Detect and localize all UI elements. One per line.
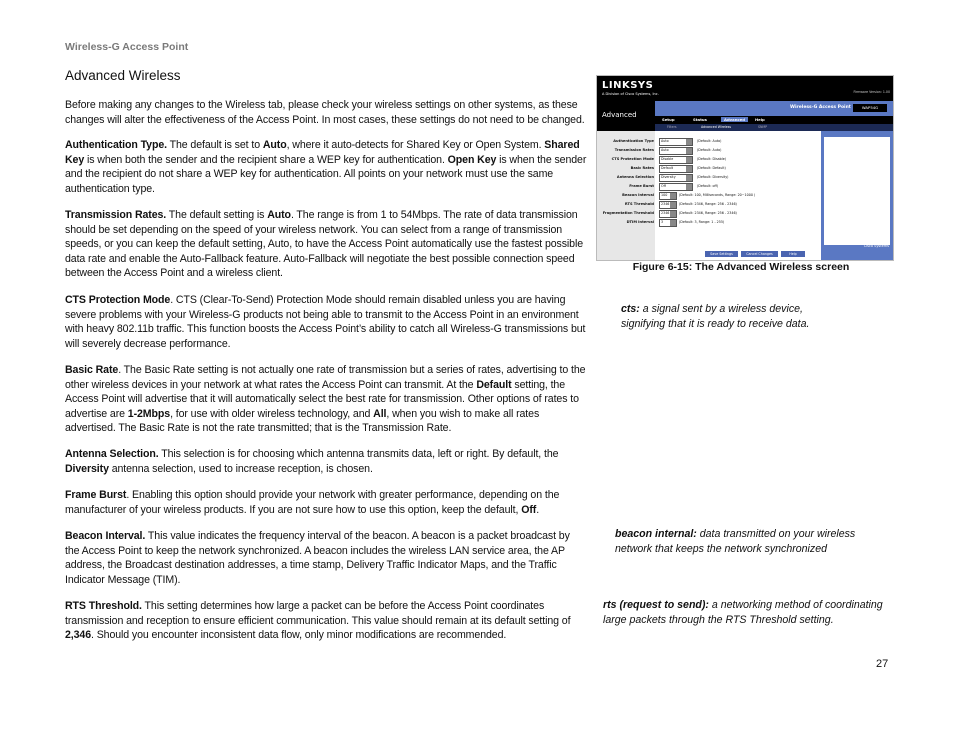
row-value: 2346 bbox=[661, 201, 670, 206]
tab-setup[interactable]: Setup bbox=[662, 117, 675, 122]
row-frame-burst bbox=[597, 183, 821, 192]
row-fragmentation-threshold bbox=[597, 210, 821, 219]
section-title: Advanced Wireless bbox=[65, 68, 181, 83]
row-hint: (Default: 2346, Range: 256 - 2346) bbox=[679, 202, 737, 206]
row-dtim-interval bbox=[597, 219, 821, 228]
row-transmission-rates bbox=[597, 147, 821, 156]
row-label: Fragmentation Threshold bbox=[602, 211, 654, 215]
main-tabs bbox=[655, 116, 893, 124]
product-name: Wireless-G Access Point bbox=[790, 105, 851, 110]
transmission-rates-paragraph: Transmission Rates. The default setting is Auto. The range is from 1 to 54Mbps. The rate of data transmission should be set depending on the speed of your wireless network. You can select from a range of transmission speeds, or you can keep the default setting, Auto, to have the Access Point automatically use the fastest possible data rate and enable the Auto-Fallback feature. Auto-Fallback will negotiate the best possible connection speed between the Access Point and a wireless client. bbox=[65, 209, 584, 280]
tab-status[interactable]: Status bbox=[693, 117, 707, 122]
row-value: Diversity bbox=[661, 174, 676, 179]
note-beacon: beacon internal: data transmitted on your wireless network that keeps the network synchronized bbox=[615, 528, 856, 555]
row-hint: (Default: off) bbox=[697, 184, 719, 188]
tab-advanced[interactable]: Advanced bbox=[721, 117, 748, 122]
row-value: 100 bbox=[661, 192, 668, 197]
page-number: 27 bbox=[876, 658, 889, 670]
subtab-snmp[interactable]: SNMP bbox=[758, 125, 768, 129]
cancel-changes-button[interactable]: Cancel Changes bbox=[741, 251, 778, 257]
row-label: Frame Burst bbox=[629, 184, 654, 188]
row-label: Authentication Type bbox=[613, 139, 654, 143]
row-hint: (Default: Auto) bbox=[697, 139, 722, 143]
row-rts-threshold bbox=[597, 201, 821, 210]
row-value: 3 bbox=[661, 219, 664, 224]
row-hint: (Default: 3, Range: 1 - 255) bbox=[679, 220, 725, 224]
note-rts: rts (request to send): a networking method of coordinating large packets through the RTS Threshold setting. bbox=[603, 599, 883, 626]
row-value: Disable bbox=[661, 156, 674, 161]
row-label: RTS Threshold bbox=[624, 202, 654, 206]
linksys-logo: LINKSYS bbox=[602, 80, 654, 91]
frame-burst-paragraph: Frame Burst. Enabling this option should provide your network with greater performance, depending on the manufacturer of your wireless products. If you are not sure how to use this option, keep the default, Off. bbox=[65, 489, 560, 516]
row-value: 2346 bbox=[661, 210, 670, 215]
product-bar bbox=[655, 101, 893, 116]
row-label: Beacon Interval bbox=[622, 193, 654, 197]
row-label: Transmission Rates bbox=[614, 148, 654, 152]
firmware-version: Firmware Version: 1.00 bbox=[853, 90, 890, 94]
figure-caption: Figure 6-15: The Advanced Wireless screen bbox=[632, 261, 850, 273]
row-value: Default bbox=[661, 165, 674, 170]
row-label: CTS Protection Mode bbox=[611, 157, 654, 161]
auth-type-paragraph: Authentication Type. The default is set to Auto, where it auto-detects for Shared Key or Open System. Shared Key is when both the sender and the recipient share a WEP key for authentication. Open Key is when the sender and the recipient do not share a WEP key for authentication. All points on your network must use the same authentication type. bbox=[65, 139, 587, 195]
cts-protection-paragraph: CTS Protection Mode. CTS (Clear-To-Send) Protection Mode should remain disabled unless you are having severe problems with your Wireless-G products not being able to transmit to the Access Point in an environment with heavy 802.11b traffic. This function boosts the Access Point’s ability to catch all Wireless-G transmissions but will severely decrease performance. bbox=[65, 294, 586, 350]
intro-paragraph: Before making any changes to the Wireless tab, please check your wireless settings on other systems, as these changes will alter the effectiveness of the Access Point. In most cases, these settings do not need to be changed. bbox=[65, 99, 585, 126]
antenna-selection-paragraph: Antenna Selection. This selection is for choosing which antenna transmits data, left or right. By default, the Diversity antenna selection, used to increase reception, is chosen. bbox=[65, 448, 559, 475]
row-value: Auto bbox=[661, 138, 669, 143]
row-label: Antenna Selection bbox=[616, 175, 654, 179]
row-hint: (Default: 100, Milliseconds, Range: 20~1000 ) bbox=[679, 193, 756, 197]
help-panel bbox=[824, 137, 890, 245]
note-cts: cts: a signal sent by a wireless device, signifying that it is ready to receive data. bbox=[621, 303, 810, 330]
row-beacon-interval bbox=[597, 192, 821, 201]
row-label: DTIM Interval bbox=[626, 220, 654, 224]
subtab-advanced-wireless[interactable]: Advanced Wireless bbox=[701, 125, 732, 129]
section-label-panel bbox=[597, 101, 655, 131]
row-hint: (Default: 2346, Range: 256 - 2346) bbox=[679, 211, 737, 215]
row-label: Basic Rates bbox=[630, 166, 654, 170]
row-cts-protection bbox=[597, 156, 821, 165]
tab-help[interactable]: Help bbox=[755, 117, 765, 122]
row-hint: (Default: Disable) bbox=[697, 157, 727, 161]
basic-rate-paragraph: Basic Rate. The Basic Rate setting is not actually one rate of transmission but a series of rates, advertising to the other wireless devices in your network at what rates the Access Point can transmit. At the Default setting, the Access Point will advertise that it will automatically select the best rate for transmission. Other options of rates to advertise are 1-2Mbps, for use with older wireless technology, and All, when you wish to make all rates advertised. The Basic Rate is not the rate transmitted; that is the Transmission Rate. bbox=[65, 364, 586, 435]
row-hint: (Default: Diversity) bbox=[697, 175, 729, 179]
row-value: Off bbox=[661, 183, 666, 188]
sub-tabs bbox=[655, 124, 893, 131]
advanced-wireless-screenshot bbox=[596, 75, 894, 261]
subtab-filters[interactable]: Filters bbox=[667, 125, 677, 129]
row-basic-rates bbox=[597, 165, 821, 174]
help-column bbox=[821, 131, 893, 260]
model-number: WAP54G bbox=[853, 104, 887, 112]
save-settings-button[interactable]: Save Settings bbox=[705, 251, 738, 257]
logo-tagline: A Division of Cisco Systems, Inc. bbox=[602, 92, 659, 96]
row-hint: (Default: Default) bbox=[697, 166, 726, 170]
top-banner bbox=[597, 76, 893, 101]
button-bar bbox=[655, 248, 821, 260]
help-button[interactable]: Help bbox=[781, 251, 805, 257]
beacon-interval-paragraph: Beacon Interval. This value indicates the frequency interval of the beacon. A beacon is a packet broadcast by the Access Point to keep the network synchronized. A beacon includes the wireless LAN service area, the AP address, the Broadcast destination addresses, a time stamp, Delivery Traffic Indicator Maps, and the Traffic Indicator Message (TIM). bbox=[65, 530, 570, 586]
row-hint: (Default: Auto) bbox=[697, 148, 722, 152]
section-label: Advanced bbox=[602, 111, 637, 119]
rts-threshold-paragraph: RTS Threshold. This setting determines how large a packet can be before the Access Point coordinates transmission and reception to ensure efficient communication. This value should remain at its default setting of 2,346. Should you encounter inconsistent data flow, only minor modifications are recommended. bbox=[65, 600, 571, 642]
row-authentication-type bbox=[597, 138, 821, 147]
running-header: Wireless-G Access Point bbox=[65, 41, 189, 53]
cisco-logo: Cisco Systems bbox=[863, 244, 889, 248]
row-value: Auto bbox=[661, 147, 669, 152]
row-antenna-selection bbox=[597, 174, 821, 183]
